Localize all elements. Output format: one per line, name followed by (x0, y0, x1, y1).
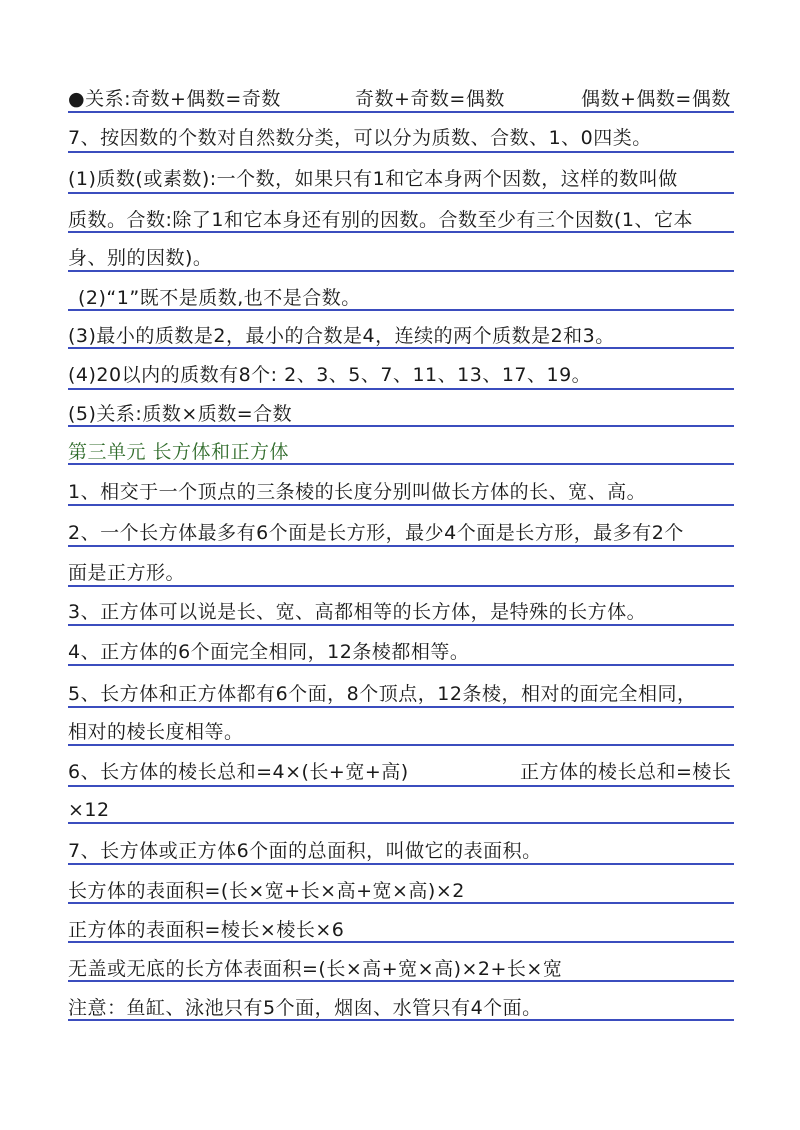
rule-line (68, 151, 734, 153)
rule-line (68, 270, 734, 272)
rule-line (68, 388, 734, 390)
note-line: 相对的棱长度相等。 (68, 721, 244, 743)
rule-line (68, 863, 734, 865)
note-line: 3、正方体可以说是长、宽、高都相等的长方体，是特殊的长方体。 (68, 601, 647, 623)
rule-line (68, 902, 734, 904)
note-line: 无盖或无底的长方体表面积=(长×高+宽×高)×2+长×宽 (68, 958, 563, 980)
rule-line (68, 785, 734, 787)
rule-line (68, 545, 734, 547)
parity-relation-even-even: 偶数+偶数=偶数 (581, 88, 731, 110)
note-line: (2)“1”既不是质数,也不是合数。 (78, 287, 361, 309)
parity-relation-odd-even: ●关系:奇数+偶数=奇数 (68, 88, 281, 110)
rule-line (68, 624, 734, 626)
cuboid-edge-sum: 6、长方体的棱长总和=4×(长+宽+高) (68, 761, 409, 783)
note-line: 质数。合数:除了1和它本身还有别的因数。合数至少有三个因数(1、它本 (68, 209, 693, 231)
note-line: 2、一个长方体最多有6个面是长方形，最少4个面是长方形，最多有2个 (68, 522, 684, 544)
rule-line (68, 192, 734, 194)
note-line: 面是正方形。 (68, 562, 186, 584)
rule-line (68, 504, 734, 506)
rule-line (68, 347, 734, 349)
note-line: (4)20以内的质数有8个: 2、3、5、7、11、13、17、19。 (68, 364, 592, 386)
note-line: 身、别的因数)。 (68, 247, 213, 269)
rule-line (68, 1019, 734, 1021)
note-line: 注意：鱼缸、泳池只有5个面，烟囱、水管只有4个面。 (68, 997, 542, 1019)
rule-line (68, 111, 734, 113)
rule-line (68, 822, 734, 824)
note-line: (1)质数(或素数):一个数，如果只有1和它本身两个因数，这样的数叫做 (68, 168, 678, 190)
rule-line (68, 941, 734, 943)
note-line: 正方体的表面积=棱长×棱长×6 (68, 919, 345, 941)
rule-line (68, 463, 734, 465)
note-line: 1、相交于一个顶点的三条棱的长度分别叫做长方体的长、宽、高。 (68, 481, 647, 503)
rule-line (68, 664, 734, 666)
note-line: 4、正方体的6个面完全相同，12条棱都相等。 (68, 641, 470, 663)
cube-edge-sum: 正方体的棱长总和=棱长 (520, 761, 732, 783)
rule-line (68, 744, 734, 746)
note-line: 7、按因数的个数对自然数分类，可以分为质数、合数、1、0四类。 (68, 127, 652, 149)
parity-relation-odd-odd: 奇数+奇数=偶数 (355, 88, 505, 110)
note-line: ×12 (68, 799, 110, 821)
rule-line (68, 425, 734, 427)
note-line: (5)关系:质数×质数=合数 (68, 403, 293, 425)
rule-line (68, 231, 734, 233)
note-line: 7、长方体或正方体6个面的总面积，叫做它的表面积。 (68, 840, 542, 862)
note-line: 长方体的表面积=(长×宽+长×高+宽×高)×2 (68, 880, 465, 902)
rule-line (68, 980, 734, 982)
note-line: (3)最小的质数是2，最小的合数是4，连续的两个质数是2和3。 (68, 325, 615, 347)
unit-heading: 第三单元 长方体和正方体 (68, 441, 290, 463)
rule-line (68, 585, 734, 587)
rule-line (68, 309, 734, 311)
rule-line (68, 706, 734, 708)
note-line: 5、长方体和正方体都有6个面，8个顶点，12条棱，相对的面完全相同， (68, 683, 697, 705)
